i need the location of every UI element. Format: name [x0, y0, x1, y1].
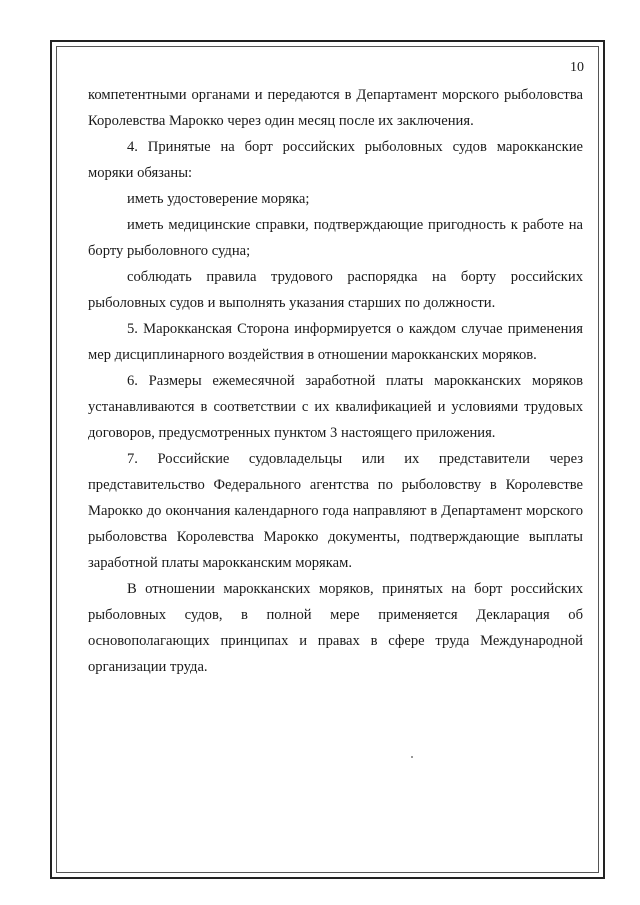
paragraph-work-rules: соблюдать правила трудового распорядка на борту российских рыболовных судов и выполнять указания старших по должности. [88, 269, 583, 311]
paragraph-item-7: 7. Российские судовладельцы или их представители через представительство Федерального агентства по рыболовству в Королевстве Марокко до окончания календарного года направляют в Департамент морского рыболовства Королевства Марокко документы, подтверждающие выплаты заработной платы марокканским морякам. [88, 451, 583, 571]
paragraph-item-5: 5. Марокканская Сторона информируется о каждом случае применения мер дисциплинарного воздействия в отношении марокканских моряков. [88, 321, 583, 363]
paragraph-ilo-declaration: В отношении марокканских моряков, принятых на борт российских рыболовных судов, в полной мере применяется Декларация об основополагающих принципах и правах в сфере труда Международной организации труда. [88, 581, 583, 675]
paragraph-medical-certificates: иметь медицинские справки, подтверждающие пригодность к работе на борту рыболовного судна; [88, 217, 583, 259]
paragraph-seaman-id: иметь удостоверение моряка; [127, 191, 310, 207]
paragraph-item-6: 6. Размеры ежемесячной заработной платы марокканских моряков устанавливаются в соответствии с их квалификацией и условиями трудовых договоров, предусмотренных пунктом 3 настоящего приложения. [88, 373, 583, 441]
paragraph-item-4: 4. Принятые на борт российских рыболовных судов марокканские моряки обязаны: [88, 139, 583, 181]
paragraph-continuation: компетентными органами и передаются в Департамент морского рыболовства Королевства Марокко через один месяц после их заключения. [88, 87, 583, 129]
document-body [88, 82, 583, 680]
scan-speck [411, 756, 413, 758]
page-number: 10 [570, 60, 584, 75]
